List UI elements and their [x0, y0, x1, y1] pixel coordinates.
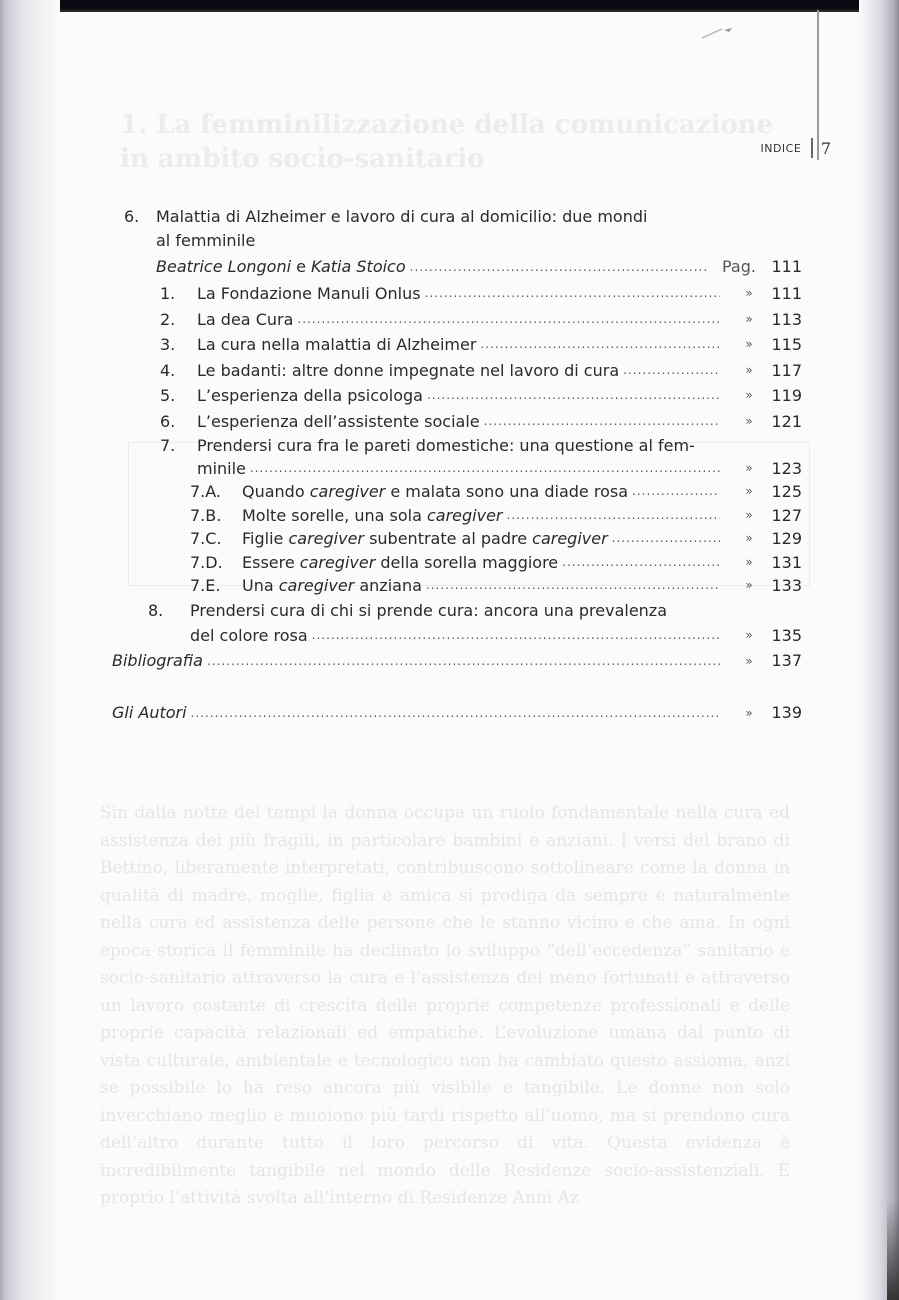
scan-top-edge	[0, 0, 899, 12]
page-label: Pag.	[722, 257, 756, 276]
entry-title-line2: minile	[197, 459, 246, 478]
entry-title: L’esperienza dell’assistente sociale	[197, 411, 480, 431]
author-name: Katia Stoico	[311, 257, 406, 276]
page-ref: 137	[771, 650, 802, 670]
ditto-mark: »	[745, 388, 753, 402]
ditto-mark: »	[745, 484, 753, 498]
page-header	[760, 138, 831, 158]
page-ref: 111	[771, 257, 802, 276]
bleed-through-title: 1. La femminilizzazione della comunicazione in ambito socio-sanitario	[120, 110, 774, 174]
toc-entry[interactable]: 1. La Fondazione Manuli Onlus ..... » 111	[160, 281, 802, 307]
ditto-mark: »	[745, 627, 753, 642]
running-head: INDICE	[760, 141, 802, 155]
dot-leader	[410, 253, 706, 281]
ditto-mark: »	[745, 461, 753, 475]
toc-subentry[interactable]: 7.E. Una caregiver anziana ..... » 133	[190, 574, 802, 598]
dot-leader	[480, 332, 720, 358]
dot-leader	[612, 527, 720, 551]
toc-entry-authors[interactable]: Beatrice Longoni e Katia Stoico ..... Pag. 111	[156, 253, 802, 281]
ditto-mark: »	[745, 311, 753, 326]
ditto-mark: »	[745, 507, 753, 522]
page-ref: 127	[771, 505, 802, 525]
toc-entry[interactable]: 2. La dea Cura ..... » 113	[160, 307, 802, 333]
entry-title-line2: del colore rosa	[190, 625, 308, 645]
page-ref: 119	[771, 386, 802, 405]
toc-entry[interactable]: 4. Le badanti: altre donne impegnate nel lavoro di cura ..... » 117	[160, 358, 802, 384]
dot-leader	[484, 409, 720, 435]
toc-subentry[interactable]: 7.B. Molte sorelle, una sola caregiver ..... » 127	[190, 504, 802, 528]
toc-chapter-heading	[124, 205, 802, 253]
page-corner-shadow	[887, 1200, 899, 1300]
dot-leader	[250, 457, 720, 480]
dot-leader	[632, 480, 720, 504]
chapter-number: 6.	[124, 207, 140, 226]
ditto-mark: »	[745, 554, 753, 569]
page-ref: 135	[771, 625, 802, 645]
page-ref: 121	[771, 411, 802, 431]
entry-title: L’esperienza della psicologa	[197, 386, 423, 405]
toc-entry-bibliography[interactable]	[112, 648, 802, 674]
page-ref: 117	[771, 360, 802, 380]
table-of-contents	[112, 205, 802, 726]
page-ref: 123	[771, 459, 802, 478]
page-ref: 131	[771, 552, 802, 572]
page-gutter-shadow	[0, 0, 60, 1300]
dot-leader	[191, 700, 720, 726]
dot-leader	[207, 648, 720, 674]
dot-leader	[425, 281, 720, 307]
toc-entry[interactable]: 3. La cura nella malattia di Alzheimer ..... » 115	[160, 332, 802, 358]
entry-title: Bibliografia	[112, 650, 203, 670]
pen-mark-icon	[700, 26, 740, 40]
author-name: Beatrice Longoni	[156, 257, 292, 276]
ditto-mark: »	[745, 653, 753, 668]
page-ref: 139	[771, 702, 802, 722]
bleed-through-body: Sin dalla notte dei tempi la donna occupa un ruolo fondamentale nella cura ed assistenza dei più fragili, in particolare bambini e anziani. I versi del brano di Bettino, liberamente interpretati, contribuiscono sottolineare come la donna in qualità di madre, moglie, figlia e amica si prodiga da sempre e naturalmente nella cura ed assistenza delle persone che le stanno vicino e che ama. In ogni epoca storica il femminile ha declinato lo sviluppo “dell’eccedenza” sanitario e socio-sanitario attraverso la cura e l’assistenza dei meno fortunati e attraverso un lavoro costante di crescita delle proprie competenze professionali e delle proprie capacità relazionali ed empatiche. L’evoluzione umana dal punto di vista culturale, ambientale e tecnologico non ha cambiato questo assioma, anzi se possibile lo ha reso ancora più visibile e tangibile. Le donne non solo invecchiano meglio e muoiono più tardi rispetto all’uomo, ma si prendono cura dell’altro durante tutto il loro percorso di vita. Questa evidenza è incredibilmente tangibile nel mondo delle Residenze socio-assistenziali. È proprio l’attività svolta all’interno di Residenze Anni Az	[100, 803, 790, 1208]
entry-title: La cura nella malattia di Alzheimer	[197, 335, 477, 354]
page-ref: 111	[771, 284, 802, 303]
dot-leader	[507, 504, 721, 528]
dot-leader	[312, 623, 720, 648]
ditto-mark: »	[745, 362, 753, 377]
chapter-title-line2: al femminile	[156, 231, 256, 250]
toc-entry-authors-list[interactable]	[112, 700, 802, 726]
dot-leader	[427, 383, 720, 409]
header-divider	[811, 138, 813, 158]
ditto-mark: »	[745, 337, 753, 351]
toc-entry[interactable]: 6. L’esperienza dell’assistente sociale ..... » 121	[160, 409, 802, 435]
toc-entry-wrapped[interactable]: 8. Prendersi cura di chi si prende cura: ancora una prevalenza del colore rosa ..... » 135	[148, 598, 802, 648]
toc-subentry[interactable]: 7.C. Figlie caregiver subentrate al padre caregiver ..... » 129	[190, 527, 802, 551]
entry-title: La Fondazione Manuli Onlus	[197, 284, 421, 303]
dot-leader	[623, 358, 720, 384]
dot-leader	[562, 551, 720, 575]
toc-entry-wrapped[interactable]: 7. Prendersi cura fra le pareti domestiche: una questione al fem- minile ..... » 123	[160, 434, 802, 480]
entry-title-line1: Prendersi cura di chi si prende cura: ancora una prevalenza	[190, 600, 668, 620]
entry-title-line1: Prendersi cura fra le pareti domestiche: una questione al fem-	[197, 436, 695, 455]
ditto-mark: »	[745, 578, 753, 592]
dot-leader	[297, 307, 720, 333]
chapter-title-line1: Malattia di Alzheimer e lavoro di cura al domicilio: due mondi	[156, 207, 648, 226]
toc-entry[interactable]: 5. L’esperienza della psicologa ..... » 119	[160, 383, 802, 409]
page-ref: 133	[771, 576, 802, 595]
page-edge-shadow	[859, 0, 899, 1300]
dot-leader	[426, 574, 720, 598]
page-ref: 129	[771, 529, 802, 548]
toc-subentry[interactable]: 7.D. Essere caregiver della sorella maggiore ..... » 131	[190, 551, 802, 575]
ditto-mark: »	[745, 413, 753, 428]
ditto-mark: »	[745, 705, 753, 720]
toc-subentry[interactable]: 7.A. Quando caregiver e malata sono una diade rosa ..... » 125	[190, 480, 802, 504]
page-ref: 113	[771, 309, 802, 329]
page-ref: 115	[771, 335, 802, 354]
page-number: 7	[820, 138, 831, 158]
entry-title: Le badanti: altre donne impegnate nel lavoro di cura	[197, 360, 620, 380]
page-ref: 125	[771, 482, 802, 501]
ditto-mark: »	[745, 286, 753, 300]
entry-title: Gli Autori	[112, 702, 187, 722]
ditto-mark: »	[745, 531, 753, 545]
entry-title: La dea Cura	[197, 309, 294, 329]
